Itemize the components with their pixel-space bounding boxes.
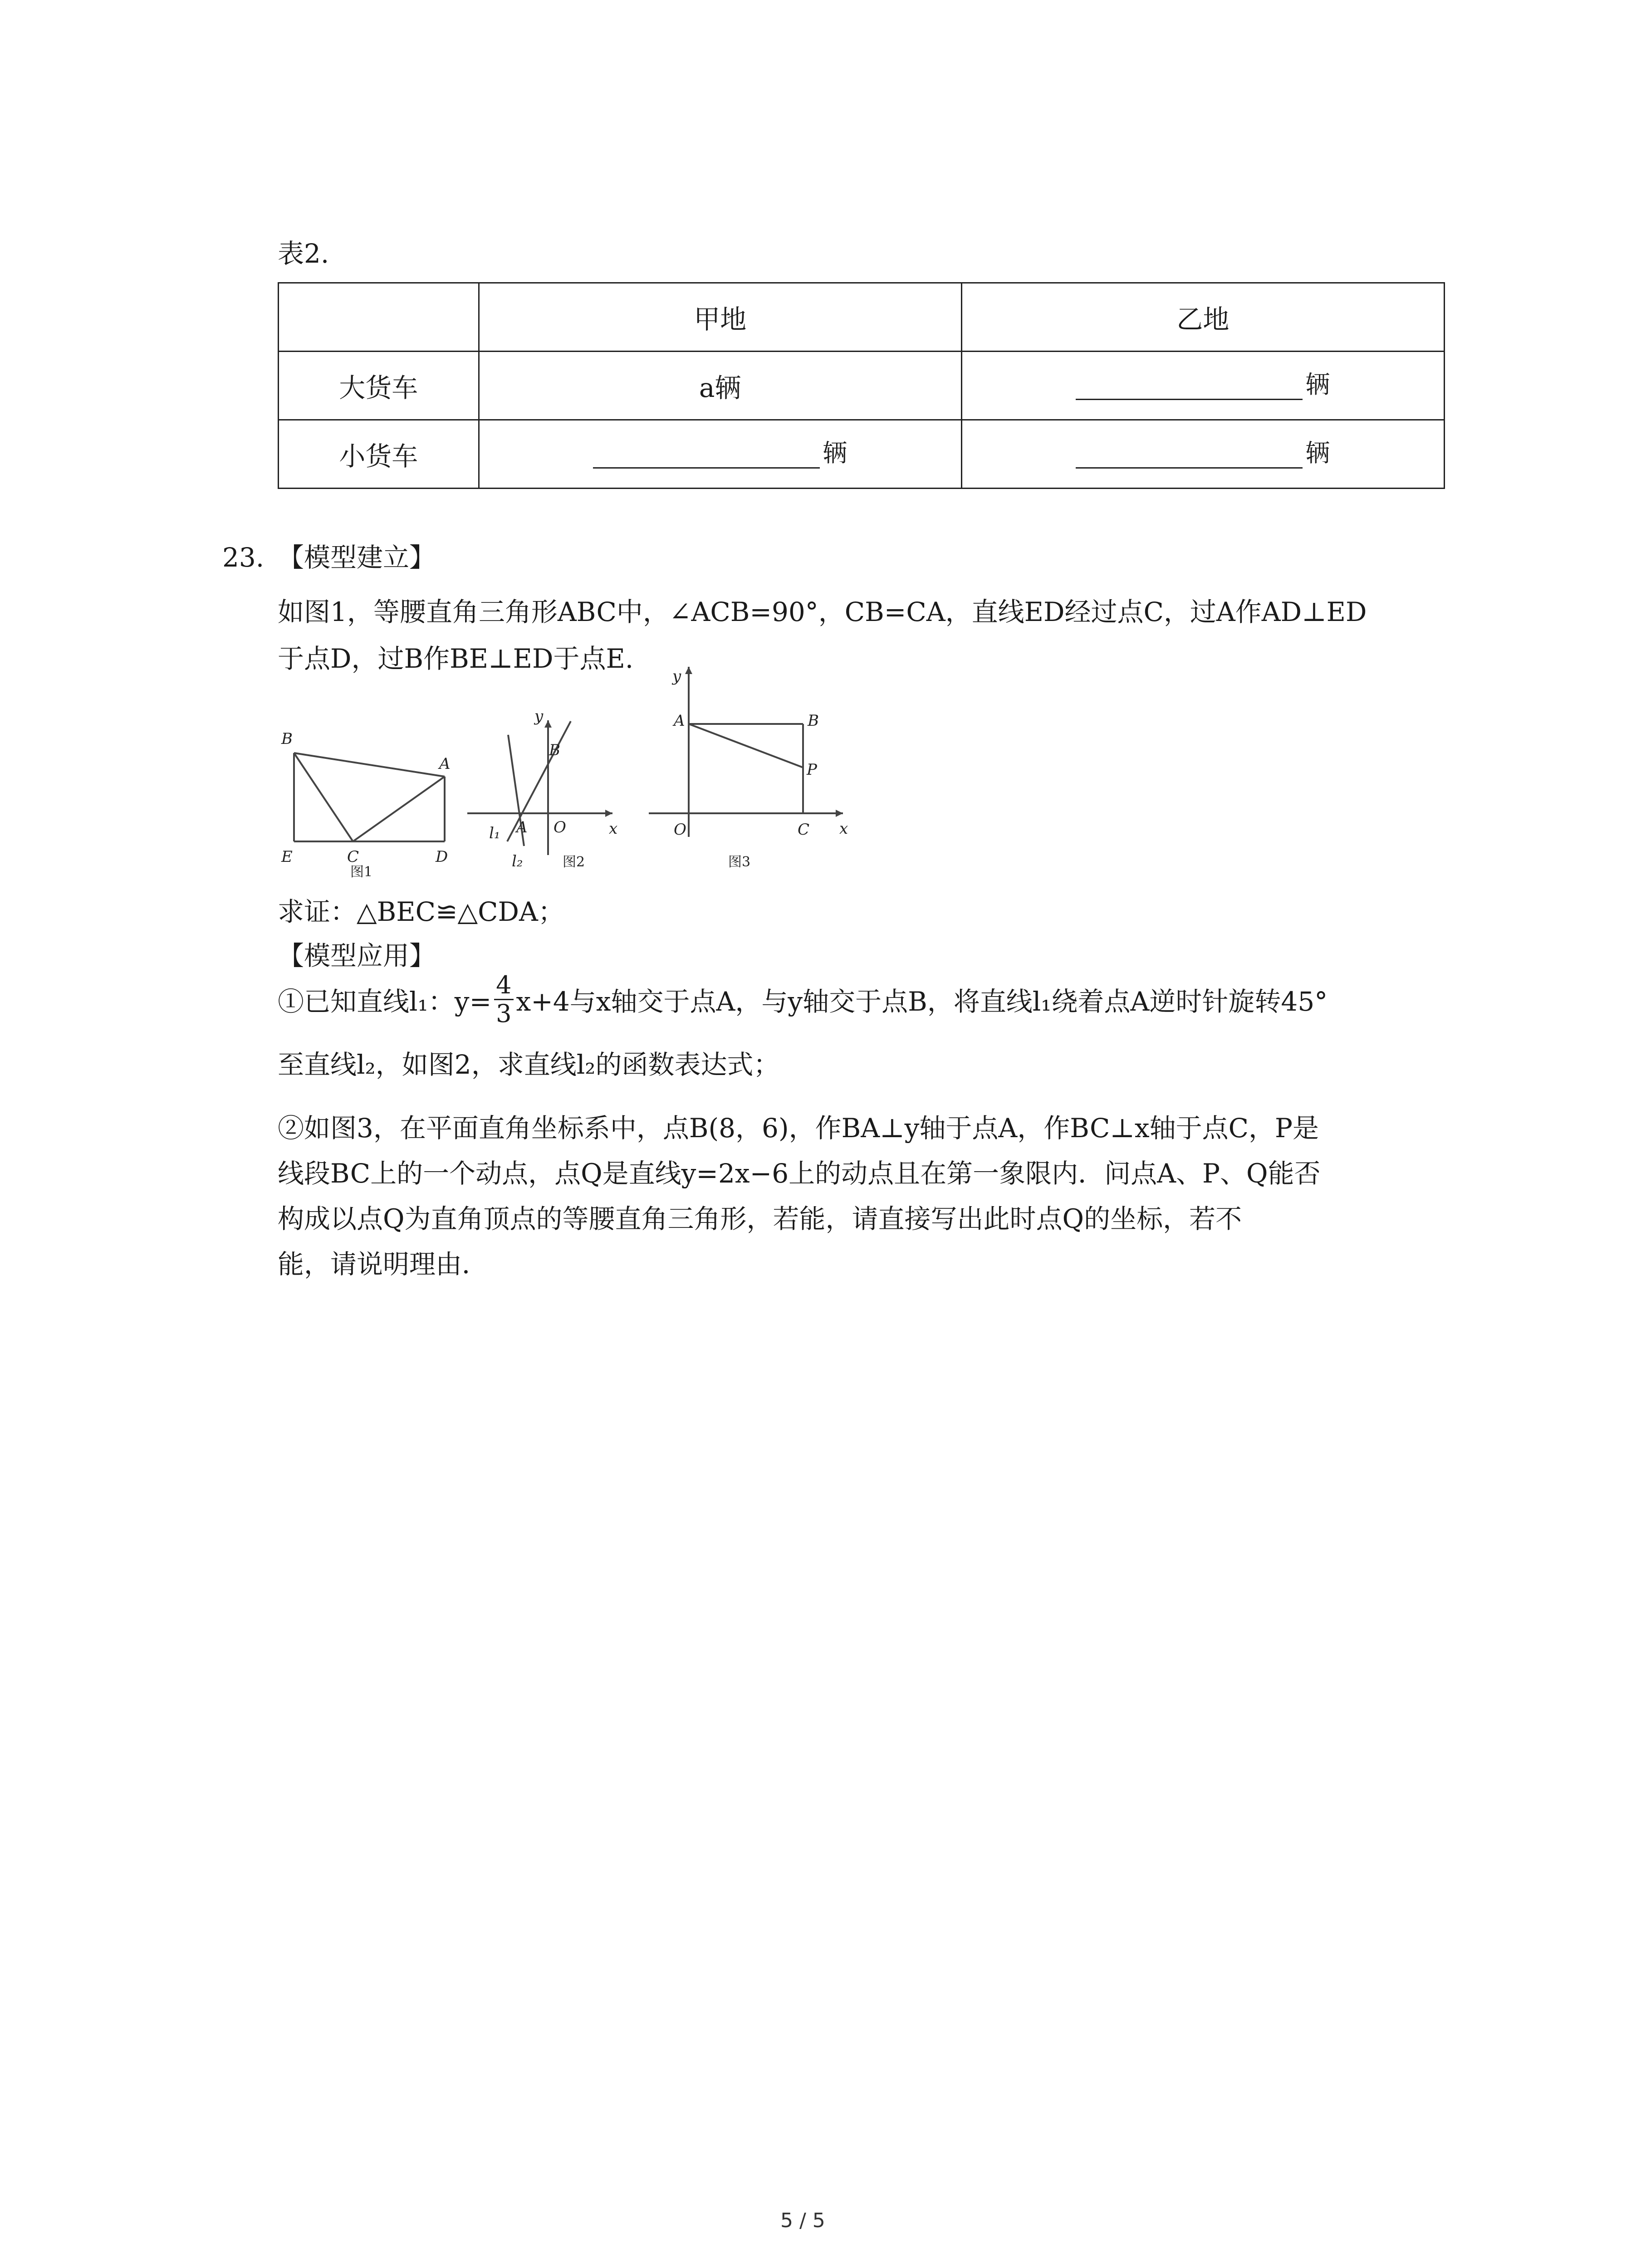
fig3-label-y: y xyxy=(672,667,681,685)
figure-3 xyxy=(649,667,843,837)
q23-app2-line4: 能，请说明理由． xyxy=(278,1249,489,1280)
figure-1 xyxy=(294,753,445,841)
table-header-row xyxy=(279,283,1445,352)
table-header-empty xyxy=(279,283,479,352)
q23-line1: 如图1，等腰直角三角形ABC中，∠ACB=90°，CB=CA，直线ED经过点C，过A作AD⊥ED xyxy=(278,596,1367,627)
fig3-label-x: x xyxy=(839,820,848,838)
fig2-caption: 图2 xyxy=(563,854,585,870)
fig3-label-A: A xyxy=(674,712,685,730)
page-number: 5 / 5 xyxy=(780,2209,825,2232)
q23-app1-line1 xyxy=(278,971,1328,1028)
table-caption: 表2. xyxy=(278,238,329,269)
fig2-label-x: x xyxy=(609,820,618,838)
question-number: 23. xyxy=(222,542,265,573)
fig3-label-C: C xyxy=(798,821,810,839)
fig1-label-A: A xyxy=(439,755,451,773)
table-row xyxy=(279,352,1445,420)
fig2-label-l2: l₂ xyxy=(512,852,523,870)
data-table xyxy=(278,282,1445,489)
fraction-four-thirds xyxy=(494,972,513,1027)
app1-suffix: x+4与x轴交于点A，与y轴交于点B，将直线l₁绕着点A逆时针旋转45° xyxy=(516,986,1328,1017)
table-header-jia: 甲地 xyxy=(479,283,961,352)
large-truck-yi-unit: 辆 xyxy=(1305,370,1330,399)
fig2-label-B: B xyxy=(549,741,560,759)
fig3-label-P: P xyxy=(807,761,817,779)
app1-prefix: ①已知直线l₁：y= xyxy=(278,986,492,1017)
fig2-label-l1: l₁ xyxy=(489,824,500,842)
fig1-label-B: B xyxy=(281,730,293,748)
q23-app1-line2: 至直线l₂，如图2，求直线l₂的函数表达式； xyxy=(278,1049,780,1080)
fig1-caption: 图1 xyxy=(350,864,373,880)
fig1-label-E: E xyxy=(281,848,293,866)
q23-prove: 求证：△BEC≌△CDA； xyxy=(278,896,564,927)
table-row xyxy=(279,420,1445,489)
figures-group xyxy=(272,667,871,880)
table-header-yi: 乙地 xyxy=(961,283,1444,352)
fig3-label-O: O xyxy=(674,821,686,839)
q23-line2: 于点D，过B作BE⊥ED于点E. xyxy=(278,643,634,674)
fig2-label-O: O xyxy=(554,818,566,836)
large-truck-jia-value: a辆 xyxy=(479,352,961,420)
fraction-numerator: 4 xyxy=(494,972,513,1000)
fig2-label-A: A xyxy=(516,818,528,836)
small-truck-yi-unit: 辆 xyxy=(1305,438,1330,467)
row-label-small-truck: 小货车 xyxy=(279,420,479,489)
fig1-label-C: C xyxy=(347,848,359,866)
q23-app2-line3: 构成以点Q为直角顶点的等腰直角三角形，若能，请直接写出此时点Q的坐标，若不 xyxy=(278,1203,1242,1234)
small-truck-yi-blank[interactable] xyxy=(1076,449,1303,469)
fig1-label-D: D xyxy=(436,848,448,866)
row-label-large-truck: 大货车 xyxy=(279,352,479,420)
fig3-caption: 图3 xyxy=(728,854,751,870)
section-model-build: 【模型建立】 xyxy=(278,542,436,573)
large-truck-yi-blank[interactable] xyxy=(1076,381,1303,400)
fig2-label-y: y xyxy=(534,707,544,725)
small-truck-jia-unit: 辆 xyxy=(823,438,847,467)
q23-app2-line2: 线段BC上的一个动点，点Q是直线y=2x−6上的动点且在第一象限内．问点A、P、Q能否 xyxy=(278,1158,1321,1189)
small-truck-jia-blank[interactable] xyxy=(593,449,820,469)
section-model-apply: 【模型应用】 xyxy=(278,940,436,971)
fraction-denominator: 3 xyxy=(496,999,512,1028)
q23-app2-line1: ②如图3，在平面直角坐标系中，点B(8，6)，作BA⊥y轴于点A，作BC⊥x轴于点C，P是 xyxy=(278,1113,1319,1144)
fig3-label-B: B xyxy=(808,712,819,730)
